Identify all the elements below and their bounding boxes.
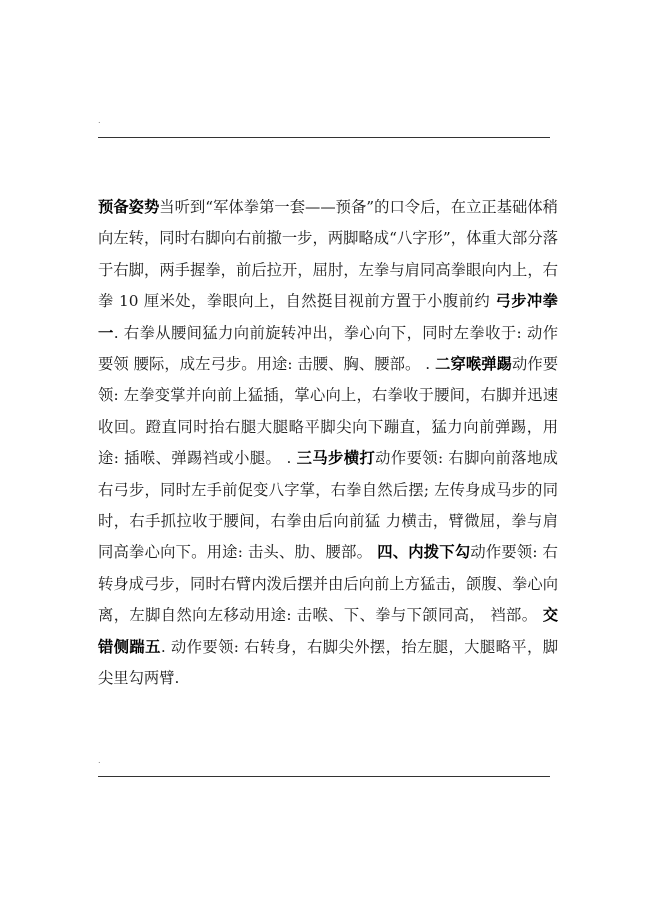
- text-preparation: 当听到“军体拳第一套——预备”的口令后，在立正基础体稍向左转，同时右脚向右前撤一步，两脚略成“八字形”，体重大部分落于右脚，两手握拳，前后拉开，屈肘，左拳与肩同高拳眼向内上，右拳 10 厘米处，拳眼向上，自然挺目视前方置于小腹前约: [98, 198, 558, 311]
- heading-preparation: 预备姿势: [98, 198, 160, 216]
- footer-rule: [98, 776, 550, 777]
- heading-inner-parry-hook: 四、内拨下勾: [377, 543, 471, 562]
- text-bow-stance-punch: . 右拳从腰间猛力向前旋转冲出，拳心向下，同时左拳收于: 动作要领 腰际，成左弓步。用途: 击腰、胸、腰部。 .: [98, 323, 558, 374]
- text-horse-stance-strike: 动作要领: 右脚向前落地成右弓步，同时左手前促变八字掌，右拳自然后摆; 左传身成马步的同时，右手抓拉收于腰间，右拳由后向前猛 力横击，臂微屈，拳与肩同高拳心向下。用途: 击头、肋、腰部。: [98, 449, 558, 562]
- header-rule: [98, 137, 550, 138]
- body-paragraph: [98, 192, 558, 695]
- text-side-kick: . 动作要领: 右转身，右脚尖外摆，抬左腿，大腿略平，脚尖里勾两臂.: [98, 637, 558, 688]
- header-mark: .: [98, 116, 101, 125]
- heading-bow-stance-punch: 弓步冲拳一: [98, 292, 558, 342]
- footer-mark: .: [98, 756, 101, 765]
- heading-throat-kick: 二穿喉弹踢: [435, 355, 512, 374]
- text-inner-parry-hook: 动作要领: 右转身成弓步，同时右臂内泼后摆并由后向前上方猛击，颌腹、拳心向离，左脚自然向左移动用途: 击喉、下、拳与下颌同高， 裆部。: [98, 543, 558, 625]
- text-throat-kick: 动作要领: 左拳变掌并向前上猛插，掌心向上，右拳收于腰间，右脚并迅速收回。蹬直同时抬右腿大腿略平脚尖向下蹦直，猛力向前弹踢，用途: 插喉、弹踢裆或小腿。 .: [98, 355, 558, 468]
- heading-horse-stance-strike: 三马步横打: [296, 449, 376, 468]
- heading-side-kick: 交错侧踹五: [98, 606, 558, 656]
